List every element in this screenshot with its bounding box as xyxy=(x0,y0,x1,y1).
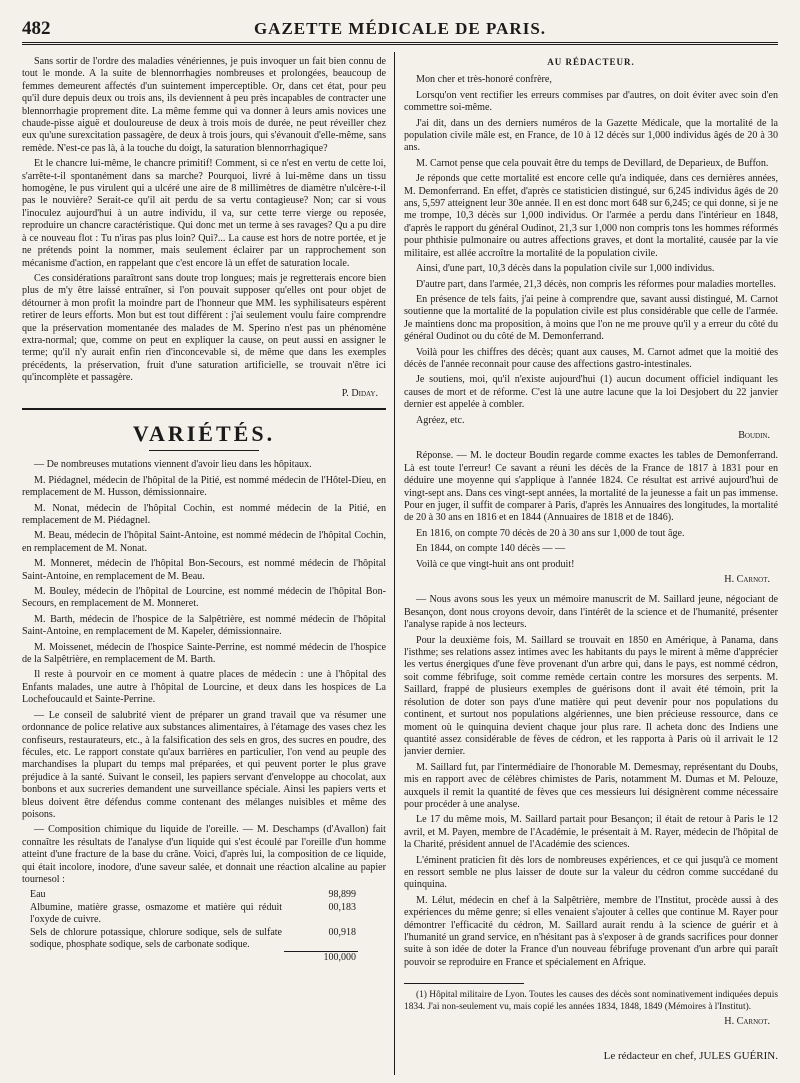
varietes-paragraph: — Le conseil de salubrité vient de préparer un grand travail que va résumer une ordonnance de police relative aux substances alimentaires, à l'étamage des vases chez les confiseurs, restaurateurs, etc., à la falsification des sels en gros, des sucres en poudre, des fécules, etc. Le rapport constate qu'aux barrières en particulier, l'on vend au peuple des marchandises la plupart du temps mal préparées, et qui peuvent porter le plus grave préjudice à la santé. Suivant le conseil, les papiers servant d'enveloppe au chocolat, aux bonbons et aux sucreries demandent une surveillance spéciale. Ainsi les papiers verts et bleus doivent être défendus comme contenant des mélanges nuisibles et même des poisons. xyxy=(22,709,386,820)
saillard-paragraph: — Nous avons sous les yeux un mémoire manuscrit de M. Saillard jeune, négociant de Besançon, dont nous croyons devoir, dans l'intérêt de la science et de l'humanité, présenter l'analyse rapide à nos lecteurs. xyxy=(404,594,778,631)
page-header xyxy=(22,18,778,45)
letter-paragraph: Agréez, etc. xyxy=(416,414,465,426)
letter-paragraph: Lorsqu'on vent rectifier les erreurs commises par d'autres, on doit éviter avec soin d'en commettre soi-même. xyxy=(404,89,778,114)
saillard-paragraph: M. Saillard fut, par l'intermédiaire de l'honorable M. Demesmay, représentant du Doubs, mis en rapport avec de célèbres chimistes de Paris, notamment M. Dumas et M. Pelouze, auxquels il remit la quantité de fèves que ces messieurs lui désignèrent comme nécessaire pour procéder à une analyse. xyxy=(404,761,778,810)
varietes-paragraph: M. Moissenet, médecin de l'hospice Sainte-Perrine, est nommé médecin de l'hospice de la Salpêtrière, en remplacement de M. Barth. xyxy=(22,641,386,666)
letter-signature: Boudin. xyxy=(738,429,770,441)
letter-paragraph: Ainsi, d'une part, 10,3 décès dans la population civile sur 1,000 individus. xyxy=(416,263,715,275)
analysis-row xyxy=(28,902,358,927)
article-paragraph: Sans sortir de l'ordre des maladies vénériennes, je puis invoquer un fait bien connu de tout le monde. A la suite de blennorrhagies nombreuses et prolongées, beaucoup de femmes demeurent affectés d'un suintement imperceptible. Or, dans cet état, pour peu qu'il dure depuis deux ou trois ans, ils deviennent à peu près incapables de contracter une blennorrhagie proprement dite. La même femme qui va donner à leurs amis novices une chaude-pisse aiguë et douloureuse de deux à trois mois de durée, ne peut réveiller chez eux qu'une surexcitation passagère, de deux à trois jours, qui s'évanouit d'elle-même, sans remède. N'est-ce pas là, à la touche du doigt, la saturation blennorrhagique? xyxy=(22,56,386,154)
saillard-paragraph: M. Lélut, médecin en chef à la Salpêtrière, membre de l'Institut, procède aussi à des expériences du même genre; si elles venaient s'ajouter à celles que continue M. Rayer pour démontrer l'efficacité du cédron, M. Saillard aurait rendu à la science de guérir et à l'humanité un grand service, en n'hésitant pas à s'exposer à de grands sacrifices pour donner suite à son idée de doter la France d'un nouveau fébrifuge provenant d'un arbre qui paraît pouvoir se reproduire en France et spécialement en Afrique. xyxy=(404,894,778,968)
article-signature: P. Diday. xyxy=(341,387,378,399)
section-rule xyxy=(22,408,386,410)
analysis-label: Sels de chlorure potassique, chlorure sodique, sels de sulfate sodique, phosphate sodique, sels de carbonate sodique. xyxy=(30,926,282,950)
letter-paragraph: Je soutiens, moi, qu'il n'existe aujourd'hui (1) aucun document officiel indiquant les causes de mort et de réforme. C'est là une autre lacune que la loi Desjobert du 22 janvier dernier est appelée à combler. xyxy=(404,374,778,411)
varietes-paragraph: M. Monneret, médecin de l'hôpital Bon-Secours, est nommé médecin de l'hôpital Saint-Antoine, en remplacement de M. Beau. xyxy=(22,558,386,582)
varietes-paragraph: M. Bouley, médecin de l'hôpital de Lourcine, est nommé médecin de l'hôpital Bon-Secours, en remplacement de M. Monneret. xyxy=(22,586,386,610)
varietes-paragraph: — Composition chimique du liquide de l'oreille. — M. Deschamps (d'Avallon) fait connaître les résultats de l'analyse d'un liquide qui s'est écoulé par l'oreille d'un homme atteint d'une fracture de la base du crâne. Voici, d'après lui, la composition de ce liquide, qui était incolore, inodore, d'une saveur salée, et donnait une réaction alcaline au papier tournesol : xyxy=(22,824,386,885)
varietes-paragraph: Il reste à pourvoir en ce moment à quatre places de médecin : une à l'hôpital des Enfants malades, une autre à l'hôpital de Lourcine, et deux dans les hospices de La Lochefoucauld et Sainte-Perrine. xyxy=(22,669,386,706)
varietes-paragraph: M. Beau, médecin de l'hôpital Saint-Antoine, est nommé médecin de l'hôpital Cochin, en remplacement de M. Nonat. xyxy=(22,530,386,554)
reponse-signature: H. Carnot. xyxy=(724,574,770,586)
footnote-rule xyxy=(404,983,524,984)
editor-line: Le rédacteur en chef, JULES GUÉRIN. xyxy=(603,1050,778,1063)
varietes-paragraph: M. Nonat, médecin de l'hôpital Cochin, est nommé médecin de la Pitié, en remplacement de M. Piédagnel. xyxy=(22,502,386,526)
reponse-paragraph: Réponse. — M. le docteur Boudin regarde comme exactes les tables de Demonferrand. Là est toute l'erreur! Ce savant a réuni les décès de la France de 1817 à 1831 pour en déduire une moyenne qui s'applique à l'année 1824. Ce résultat est arrivé aujourd'hui de vingt-sept ans. Dans ces vingt-sept années, la mortalité de la jeunesse a fait un pas immense. Pour en juger, il suffit de comparer à Paris, d'après les Annuaires des longitudes, la mortalité de 20 à 30 ans en 1816 et en 1844 (Annuaires de 1818 et de 1846). xyxy=(404,450,778,524)
analysis-value: 98,899 xyxy=(328,889,356,901)
letter-paragraph: Je réponds que cette mortalité est encore celle qu'a indiquée, dans ces dernières années, M. Demonferrand. En effet, d'après ce statisticien distingué, sur 6,245 individus âgés de 20 ans, 5,597 atteignent leur 30e année. Il en est donc mort 648 sur 6,245; ce qui donne, si je ne me trompe, 10,3 décès sur 1,000 individus. Or l'armée a perdu dans l'intérieur en 1848, d'après le rapport du général Oudinot, 21,3 sur 1,000 non compris tons les hommes réformés pour phthisie pulmonaire ou autres affections graves, et dont la mortalité, causée par la vie militaire, est allée accroître la mortalité de la population civile. xyxy=(404,173,778,259)
saillard-paragraph: L'éminent praticien fit dès lors de nombreuses expériences, et ce qui jusqu'à ce moment en ressort semble ne plus laisser de doute sur la valeur du cédron comme succédané du quinquina. xyxy=(404,854,778,891)
letter-paragraph: En présence de tels faits, j'ai peine à comprendre que, savant aussi distingué, M. Carnot soutienne que la mortalité de la population civile est plus considérable que celle de l'armée. Je maintiens donc ma proposition, à moins que l'on ne me prouve qu'il y a erreur du côté du général Oudinot ou du côté de M. Demonferrand. xyxy=(404,293,778,343)
analysis-value: 00,918 xyxy=(328,926,356,938)
letter-paragraph: D'autre part, dans l'armée, 21,3 décès, non compris les réformes pour maladies mortelles. xyxy=(416,278,776,290)
article-paragraph: Et le chancre lui-même, le chancre primitif! Comment, si ce n'est en vertu de cette loi, s'arrête-t-il spontanément dans sa marche? Pourquoi, livré à lui-même dans un tissu homogène, le pus virulent qui a ulcéré une aire de 8 millimètres de diamètre n'ulcère-t-il pas le nouvière? Serait-ce qu'il ait perdu de sa vertu contagieuse? Non; car si vous l'inoculez aujourd'hui à un autre individu, il va, sur cette terre vierge ou reposée, reproduire un chancre caractéristique. Qui donc met un terme à ses ravages? Qu a pu dire à ce nouveau flot : Tu n'iras pas plus loin? Qui?... La cause est hors de notre portée, et je ne prétends point la nommer, mais seulement éclairer par un rapprochement son mécanisme d'action, en rappelant que c'est encore là un effet de saturation locale. xyxy=(22,158,386,269)
varietes-paragraph: — De nombreuses mutations viennent d'avoir lieu dans les hôpitaux. xyxy=(34,459,312,471)
letter-heading: AU RÉDACTEUR. xyxy=(547,57,635,67)
title-separator xyxy=(149,450,259,451)
analysis-label: Albumine, matière grasse, osmazome et matière qui réduit l'oxyde de cuivre. xyxy=(30,901,282,926)
footnote-signature: H. Carnot. xyxy=(724,1016,770,1028)
varietes-title: VARIÉTÉS. xyxy=(132,420,276,446)
journal-title: GAZETTE MÉDICALE DE PARIS. xyxy=(253,19,547,38)
analysis-total: 100,000 xyxy=(284,951,358,964)
letter-paragraph: J'ai dit, dans un des derniers numéros de la Gazette Médicale, que la mortalité de la population civile mâle est, en France, de 10 à 12 décès sur 1,000 individus âgés de 20 à 30 ans. xyxy=(404,117,778,154)
letter-paragraph: Voilà pour les chiffres des décès; quant aux causes, M. Carnot admet que la moitié des décès de l'année reconnait pour cause des affections gastro-intestinales. xyxy=(404,346,778,370)
reponse-paragraph: En 1844, on compte 140 décès — — xyxy=(416,543,566,555)
right-column xyxy=(404,56,778,1073)
reponse-paragraph: En 1816, on compte 70 décès de 20 à 30 ans sur 1,000 de tout âge. xyxy=(416,527,685,539)
left-column xyxy=(22,56,386,1073)
varietes-paragraph: M. Piédagnel, médecin de l'hôpital de la Pitié, est nommé médecin de l'Hôtel-Dieu, en remplacement de M. Husson, démissionnaire. xyxy=(22,474,386,499)
column-divider xyxy=(394,52,395,1075)
letter-paragraph: Mon cher et très-honoré confrère, xyxy=(416,74,552,86)
analysis-total-row xyxy=(28,951,358,964)
analysis-table xyxy=(28,889,358,964)
analysis-value: 00,183 xyxy=(328,901,356,913)
analysis-row xyxy=(28,927,358,952)
letter-paragraph: M. Carnot pense que cela pouvait être du temps de Devillard, de Deparieux, de Buffon. xyxy=(416,157,769,169)
analysis-label: Eau xyxy=(30,889,46,901)
page-number: 482 xyxy=(22,18,51,39)
saillard-paragraph: Pour la deuxième fois, M. Saillard se trouvait en 1850 en Amérique, à Panama, dans l'isthme; ses relations assez intimes avec les habitants du pays le mirent à même d'apprécier les vertus énergiques d'une fève provenant d'un arbre qui, dans le pays, est nommé cédron, soit comme fébrifuge, soit comme remède certain contre les morsures des serpents. M. Saillard, frappé de plusieurs exemples de guérisons dont il avait été témoin, prit la résolution de doter son pays d'une matière qui peut devenir pour nos populations du continent, et surtout nos populations algériennes, une bien précieuse ressource, dans ce moment où le quinquina devient chaque jour plus rare. Il acheta donc des Indiens une quantité assez considérable de fèves de cédron, et les rapporta à Paris où il arrivait le 12 janvier dernier. xyxy=(404,634,778,758)
footnote: (1) Hôpital militaire de Lyon. Toutes les causes des décès sont nominativement indiquées depuis 1834. J'ai non-seulement vu, mais copié les années 1834, 1848, 1849 (Mémoires à l'Institut). xyxy=(404,990,778,1012)
saillard-paragraph: Le 17 du même mois, M. Saillard partait pour Besançon; il était de retour à Paris le 12 avril, et M. Payen, membre de l'Académie, le présentait à M. Rayer, médecin de l'hôpital de la Charité, président annuel de l'Académie des sciences. xyxy=(404,814,778,851)
analysis-label xyxy=(28,951,284,964)
reponse-paragraph: Voilà ce que vingt-huit ans ont produit! xyxy=(416,558,575,570)
article-paragraph: Ces considérations paraîtront sans doute trop longues; mais je regretterais encore bien plus de m'y être laissé entraîner, si l'on pouvait supposer qu'elles ont pour objet de détourner à mon profit la moindre part de l'honneur que MM. les syphilisateurs espèrent retirer de leurs efforts. Mon but est tout différent : j'ai seulement voulu faire comprendre que la préservation momentanée des malades de M. Sperino n'est pas un phénomène extra-normal; que, comme on peut en expliquer la cause, on peut aussi en assigner le terme; qu'il n'y aurait enfin rien d'inconcevable si, de même que dans les exemples précédents, la préservation, fruit d'une saturation artificielle, se trouvait n'être ici qu'incomplète et passagère. xyxy=(22,272,386,384)
analysis-row xyxy=(28,889,358,901)
varietes-paragraph: M. Barth, médecin de l'hospice de la Salpêtrière, est nommé médecin de l'hôpital Saint-Antoine, en remplacement de M. Kapeler, démissionnaire. xyxy=(22,613,386,638)
